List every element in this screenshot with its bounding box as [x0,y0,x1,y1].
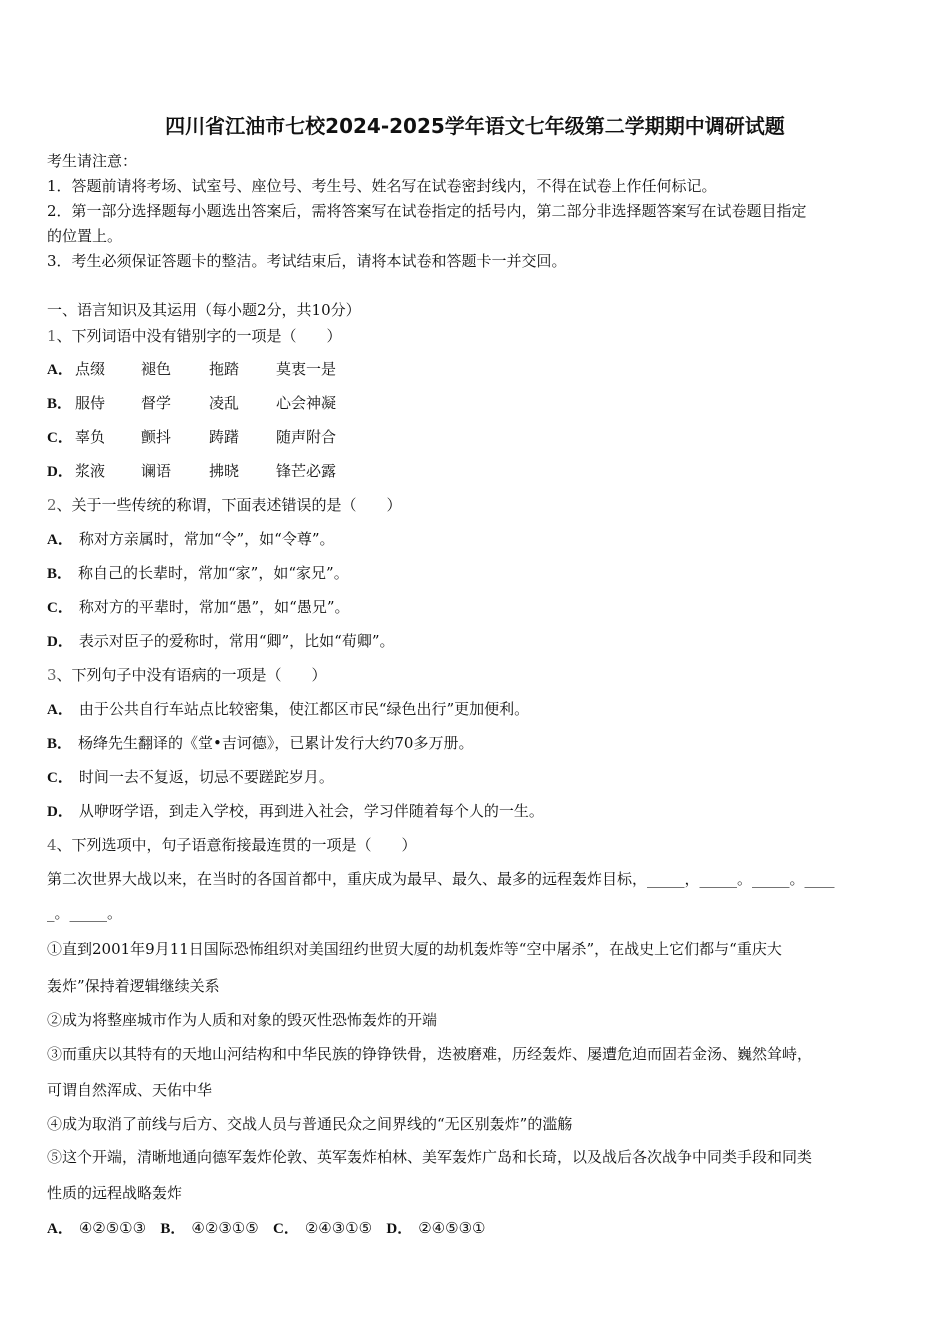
sentence-3: ③而重庆以其特有的天地山河结构和中华民族的铮铮铁骨，迭被磨难，历经轰炸、屡遭危迫而固若金汤、巍然耸峙， [47,1045,813,1063]
option-label: D． [47,464,73,480]
option-label: B． [47,736,73,752]
option-word: 辜负 [75,428,106,446]
option-text: 杨绛先生翻译的《堂•吉诃德》，已累计发行大约70多万册。 [78,734,474,752]
option-label: B． [47,396,73,412]
option-d [47,802,544,821]
question-text: 、下列词语中没有错别字的一项是（ ） [56,327,342,345]
option-label: C． [47,770,73,786]
sentence-3-cont: 可谓自然浑成、天佑中华 [47,1081,213,1099]
notice-item: 1．答题前请将考场、试室号、座位号、考生号、姓名写在试卷密封线内，不得在试卷上作任何标记。 [47,177,717,195]
option-d [47,632,395,651]
section-heading: 一、语言知识及其运用（每小题2分，共10分） [47,301,361,319]
option-a [47,360,447,379]
option-word: 褪色 [141,360,172,378]
option-c [47,598,350,617]
sentence-1-cont: 轰炸”保持着逻辑继续关系 [47,977,220,995]
sentence-5-cont: 性质的远程战略轰炸 [47,1184,183,1202]
sentence-1: ①直到2001年9月11日国际恐怖组织对美国纽约世贸大厦的劫机轰炸等“空中屠杀”，在战史上它们都与“重庆大 [47,940,782,958]
option-label: B． [47,566,73,582]
sentence-4: ④成为取消了前线与后方、交战人员与普通民众之间界线的“无区别轰炸”的滥觞 [47,1115,573,1133]
option-b [47,564,349,583]
option-label: A． [47,362,73,378]
option-d [47,462,447,481]
question-number: 4 [47,836,57,854]
option-word: 谰语 [141,462,172,480]
option-text: 从咿呀学语，到走入学校，再到进入社会，学习伴随着每个人的一生。 [78,802,544,820]
option-a [47,700,529,719]
option-label: B． [160,1221,186,1237]
option-word: 服侍 [75,394,106,412]
option-label: A． [47,532,73,548]
option-word: 颤抖 [141,428,172,446]
option-text: ④②③①⑤ [191,1219,259,1237]
option-b [47,394,447,413]
sentence-2: ②成为将整座城市作为人质和对象的毁灭性恐怖轰炸的开端 [47,1011,438,1029]
option-a [47,530,335,549]
option-text: ②④③①⑤ [304,1219,373,1237]
option-text: 称对方的平辈时，常加“愚”，如“愚兄”。 [78,598,350,616]
option-label: D． [47,634,73,650]
option-word: 心会神凝 [276,394,337,412]
option-text: 表示对臣子的爱称时，常用“卿”，比如“荀卿”。 [78,632,395,650]
question-number: 3 [47,666,57,684]
option-word: 锋芒必露 [276,462,337,480]
option-word: 踌躇 [209,428,240,446]
option-word: 拂晓 [209,462,240,480]
question-4-stem [47,836,417,854]
option-text: 时间一去不复返，切忌不要蹉跎岁月。 [78,768,334,786]
option-label: C． [272,1221,299,1237]
notice-item: 3．考生必须保证答题卡的整洁。考试结束后，请将本试卷和答题卡一并交回。 [47,252,567,270]
sentence-5: ⑤这个开端，清晰地通向德军轰炸伦敦、英军轰炸柏林、美军轰炸广岛和长琦，以及战后各次战争中同类手段和同类 [47,1148,813,1166]
option-word: 点缀 [75,360,106,378]
question-text: 、关于一些传统的称谓，下面表述错误的是（ ） [56,496,402,514]
option-text: 称对方亲属时，常加“令”，如“令尊”。 [78,530,335,548]
option-label: C． [47,600,73,616]
notice-heading: 考生请注意： [47,152,138,170]
option-c [47,768,334,787]
question-2-stem [47,496,402,514]
option-label: A． [47,702,73,718]
option-label: D． [386,1221,413,1237]
option-text: 称自己的长辈时，常加“家”，如“家兄”。 [78,564,349,582]
passage-line: 第二次世界大战以来，在当时的各国首都中，重庆成为最早、最久、最多的远程轰炸目标，_____，_____。_____。____ [47,870,835,888]
option-word: 督学 [141,394,172,412]
passage-line: _。_____。 [47,904,123,922]
answer-options [47,1219,485,1238]
question-text: 、下列句子中没有语病的一项是（ ） [56,666,327,684]
option-label: D． [47,804,73,820]
option-word: 拖踏 [209,360,240,378]
option-text: ②④⑤③① [418,1219,486,1237]
question-3-stem [47,666,327,684]
option-text: 由于公共自行车站点比较密集，使江都区市民“绿色出行”更加便利。 [78,700,530,718]
option-word: 随声附合 [276,428,337,446]
question-number: 1 [47,327,57,345]
page-title: 四川省江油市七校2024-2025学年语文七年级第二学期期中调研试题 [165,114,785,138]
option-word: 凌乱 [209,394,240,412]
option-label: C． [47,430,73,446]
question-number: 2 [47,496,57,514]
option-label: A． [47,1221,73,1237]
question-text: 、下列选项中，句子语意衔接最连贯的一项是（ ） [56,836,417,854]
option-word: 浆液 [75,462,106,480]
question-1-stem [47,327,342,345]
option-b [47,734,473,753]
notice-item: 的位置上。 [47,227,123,245]
option-c [47,428,447,447]
notice-item: 2．第一部分选择题每小题选出答案后，需将答案写在试卷指定的括号内，第二部分非选择题答案写在试卷题目指定 [47,202,807,220]
option-text: ④②⑤①③ [78,1219,147,1237]
option-word: 莫衷一是 [276,360,337,378]
